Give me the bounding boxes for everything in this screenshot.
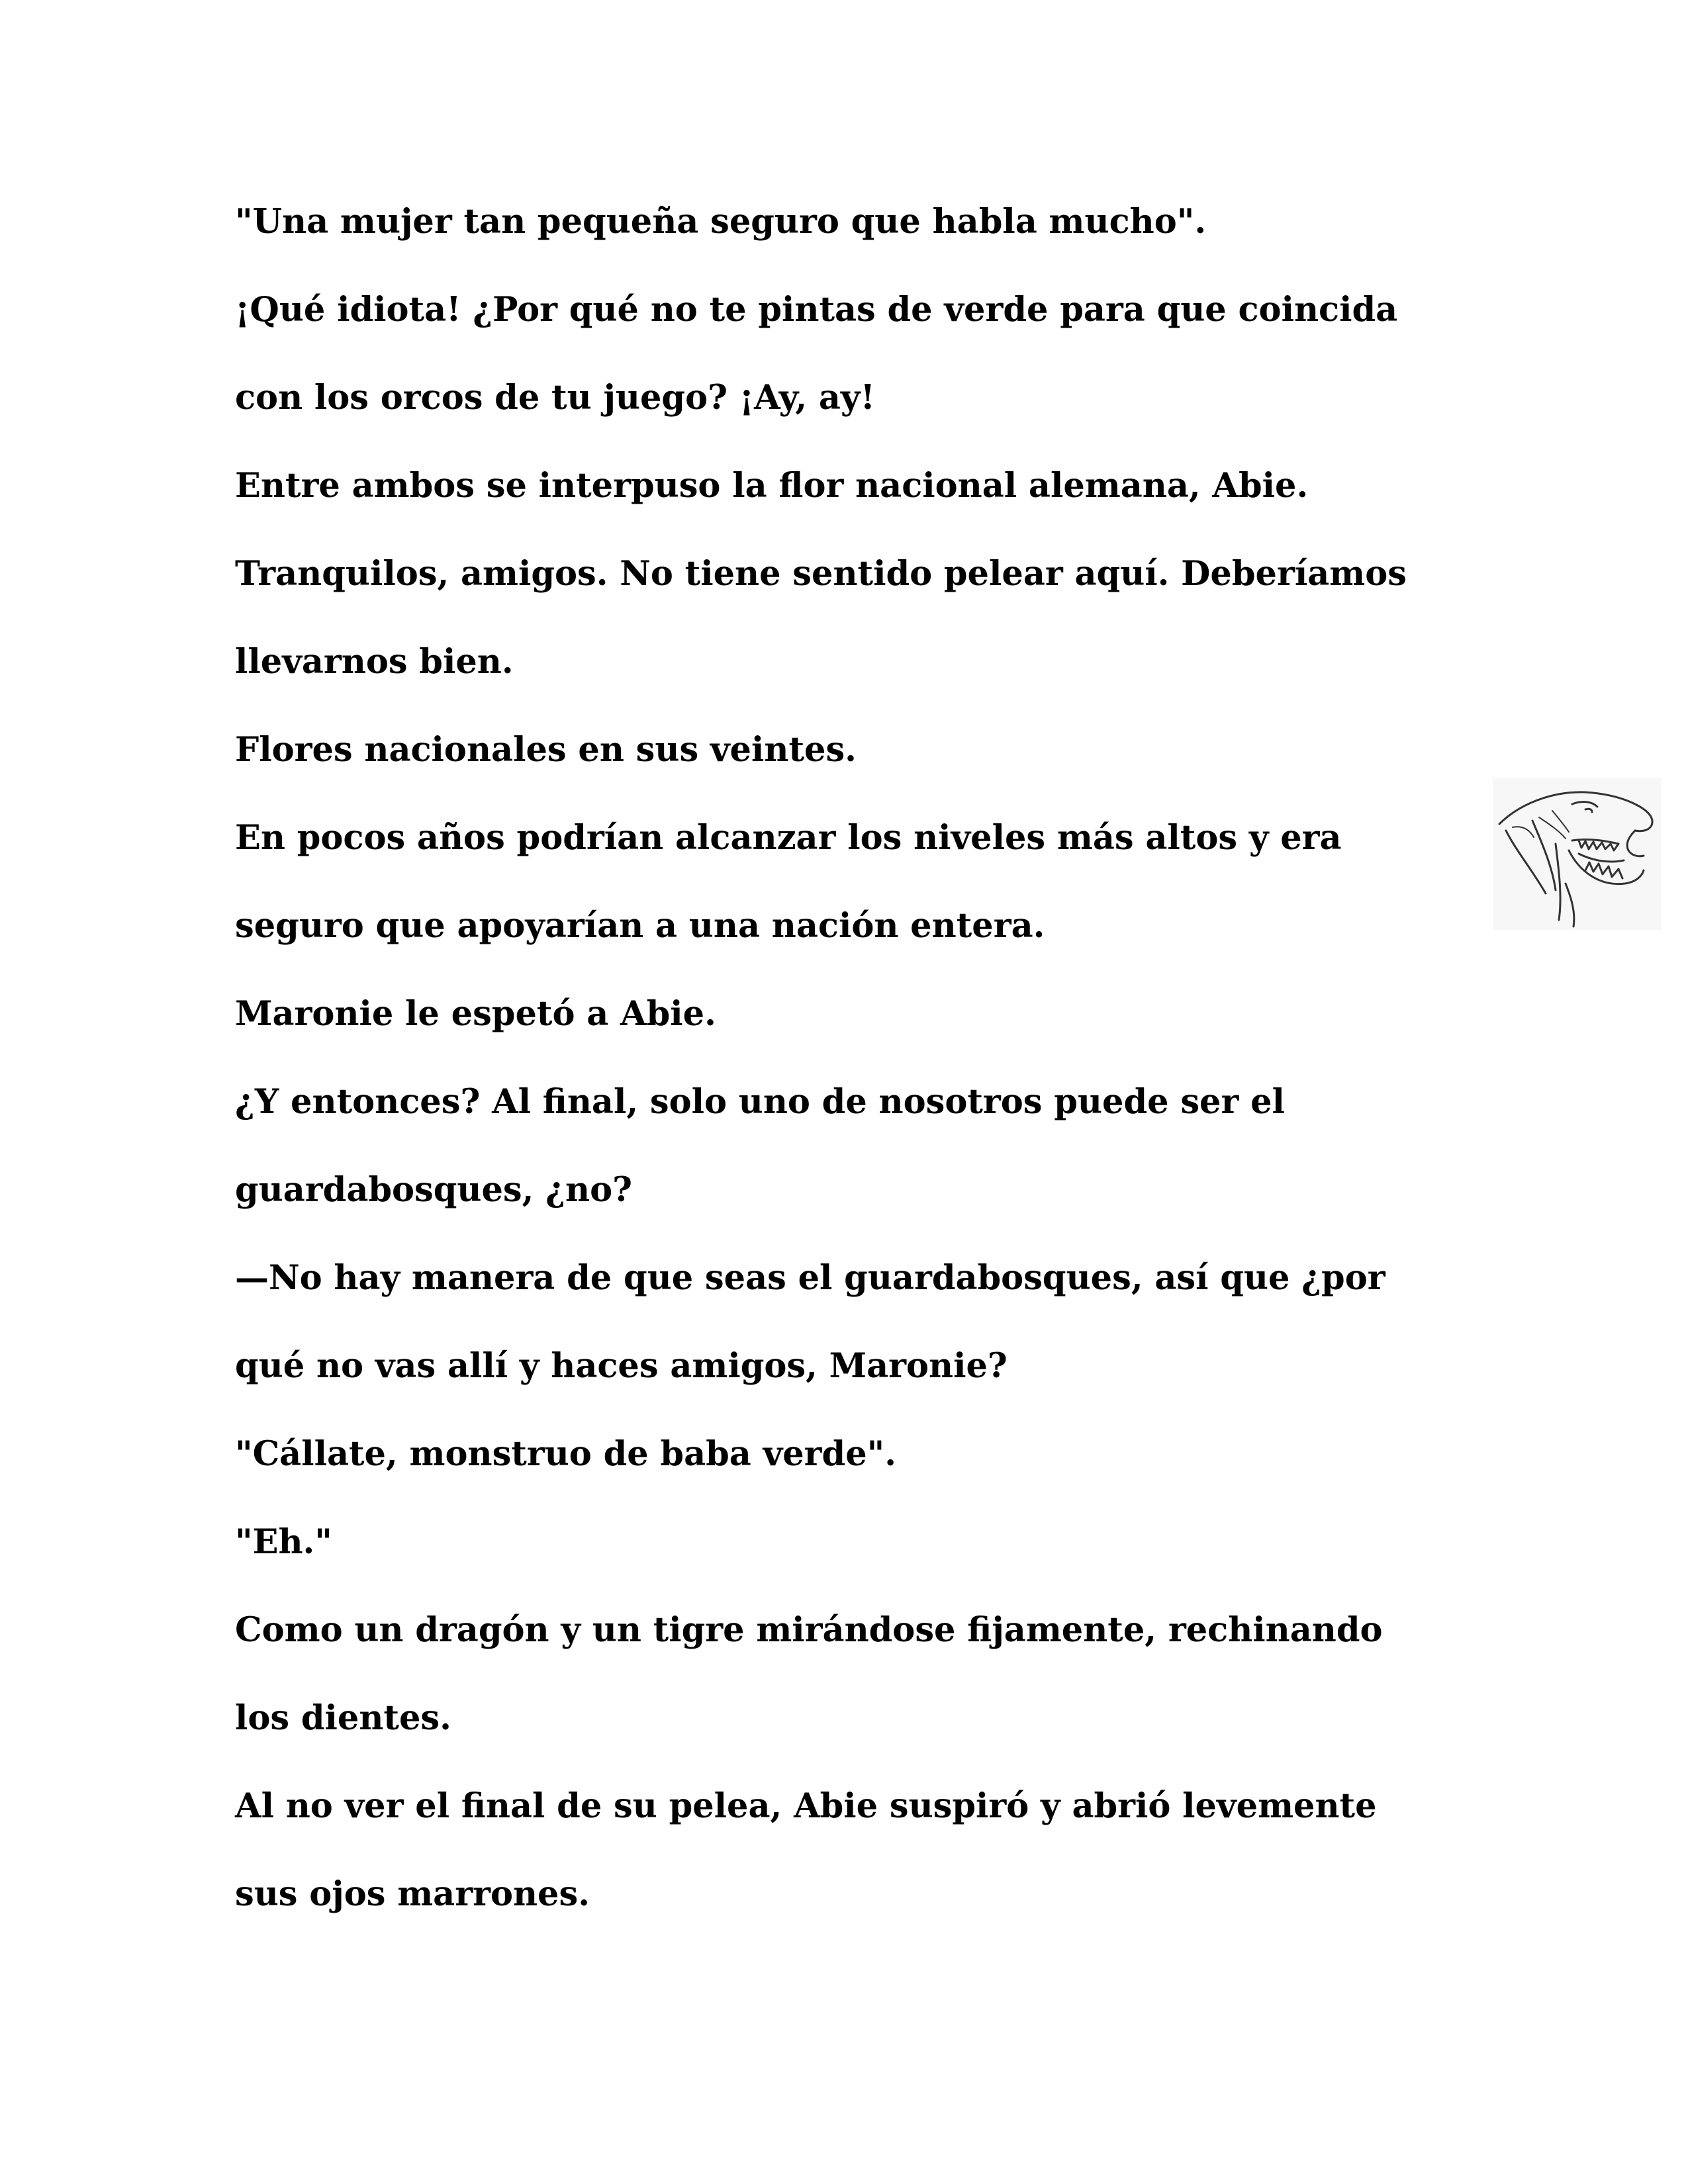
text-line: Como un dragón y un tigre mirándose fijamente, rechinando [235,1610,1383,1650]
text-line: sus ojos marrones. [235,1874,590,1914]
text-line: llevarnos bien. [235,642,514,682]
text-line: guardabosques, ¿no? [235,1170,633,1210]
text-line: los dientes. [235,1698,451,1738]
text-line: En pocos años podrían alcanzar los niveles más altos y era [235,818,1342,858]
text-line: seguro que apoyarían a una nación entera. [235,906,1045,946]
text-line: "Cállate, monstruo de baba verde". [235,1434,896,1474]
text-line: Entre ambos se interpuso la flor nacional alemana, Abie. [235,466,1309,506]
body-text [235,199,1493,1959]
text-line: "Una mujer tan pequeña seguro que habla mucho". [235,202,1207,242]
text-line: "Eh." [235,1522,332,1562]
text-line: Al no ver el final de su pelea, Abie suspiró y abrió levemente [235,1786,1377,1826]
text-line: Tranquilos, amigos. No tiene sentido pelear aquí. Deberíamos [235,554,1407,594]
text-line: qué no vas allí y haces amigos, Maronie? [235,1346,1008,1386]
text-line: Maronie le espetó a Abie. [235,994,716,1034]
dinosaur-head-sketch-icon [1493,778,1662,930]
text-line: ¡Qué idiota! ¿Por qué no te pintas de verde para que coincida [235,290,1398,330]
text-line: con los orcos de tu juego? ¡Ay, ay! [235,378,875,418]
text-line: Flores nacionales en sus veintes. [235,730,857,770]
text-line: —No hay manera de que seas el guardabosques, así que ¿por [235,1258,1385,1298]
text-line: ¿Y entonces? Al final, solo uno de nosotros puede ser el [235,1082,1285,1122]
